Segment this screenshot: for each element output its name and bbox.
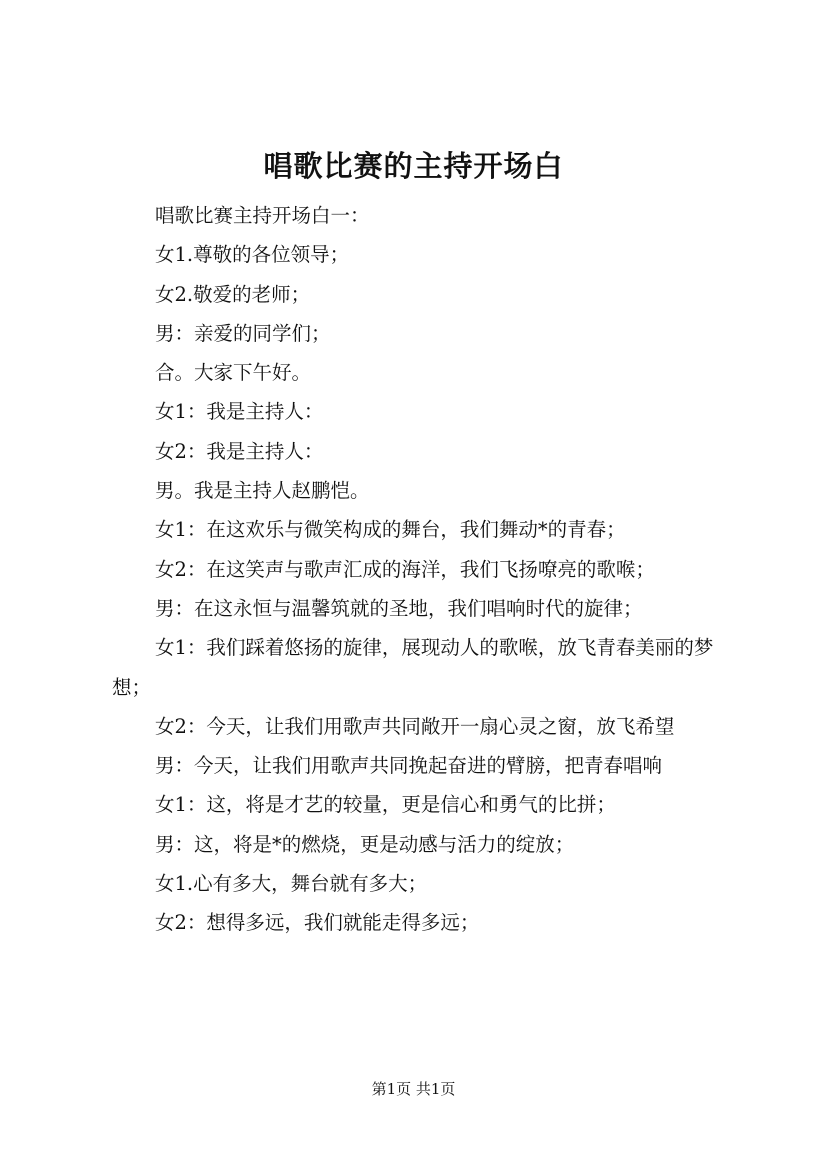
paragraph: 女2：今天，让我们用歌声共同敞开一扇心灵之窗，放飞希望 xyxy=(155,714,675,738)
paragraph: 男：亲爱的同学们； xyxy=(155,321,331,345)
paragraph: 女2.敬爱的老师； xyxy=(155,282,311,306)
paragraph: 唱歌比赛主持开场白一： xyxy=(155,204,370,227)
paragraph: 女2：想得多远，我们就能走得多远； xyxy=(155,911,480,935)
paragraph: 女2：我是主持人： xyxy=(155,439,324,463)
paragraph: 女2：在这笑声与歌声汇成的海洋，我们飞扬嘹亮的歌喉； xyxy=(155,557,655,581)
paragraph: 女1：在这欢乐与微笑构成的舞台，我们舞动*的青春； xyxy=(155,518,626,542)
paragraph: 男：这，将是*的燃烧，更是动感与活力的绽放； xyxy=(155,832,575,856)
paragraph: 男。我是主持人赵鹏恺。 xyxy=(155,479,370,503)
paragraph: 女1.尊敬的各位领导； xyxy=(155,243,350,267)
paragraph: 女1.心有多大，舞台就有多大； xyxy=(155,872,428,896)
document-body xyxy=(112,196,726,943)
paragraph: 女1：我是主持人： xyxy=(155,400,324,424)
paragraph: 女1：我们踩着悠扬的旋律，展现动人的歌喉，放飞青春美丽的梦想； xyxy=(112,636,714,699)
paragraph: 女1：这，将是才艺的较量，更是信心和勇气的比拼； xyxy=(155,793,616,817)
page-footer: 第1页 共1页 xyxy=(371,1080,456,1098)
paragraph: 男：今天，让我们用歌声共同挽起奋进的臂膀，把青春唱响 xyxy=(155,754,663,778)
document-title: 唱歌比赛的主持开场白 xyxy=(263,149,564,183)
paragraph: 合。大家下午好。 xyxy=(155,361,312,385)
paragraph: 男：在这永恒与温馨筑就的圣地，我们唱响时代的旋律； xyxy=(155,596,643,620)
